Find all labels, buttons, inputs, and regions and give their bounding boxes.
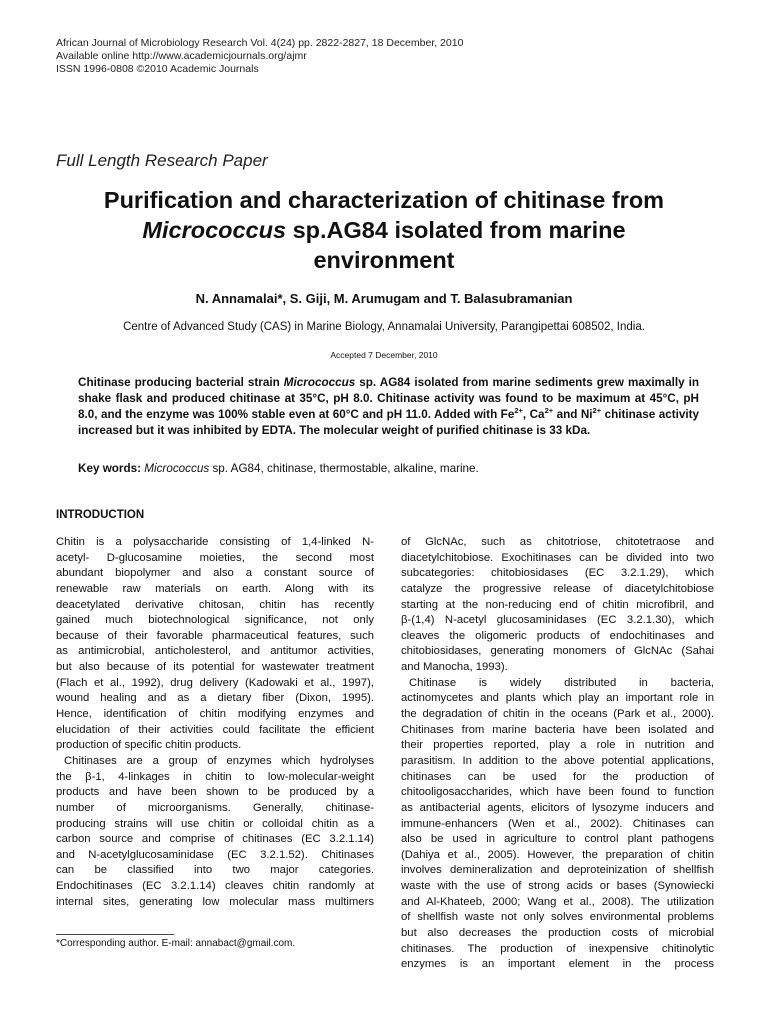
text-line: renewable raw materials on earth. Along with its xyxy=(56,582,374,595)
journal-header xyxy=(56,37,463,76)
text-line: as antimicrobial, anticholesterol, and antitumor activities, xyxy=(56,645,374,658)
text-line: and Manocha, 1993). xyxy=(401,661,508,674)
text-line: the β-1, 4-linkages in chitin to low-molecular-weight xyxy=(56,770,374,783)
corresponding-author-footnote: *Corresponding author. E-mail: annabact@gmail.com. xyxy=(56,938,296,949)
keywords-genus: Micrococcus xyxy=(144,462,210,475)
text-line: products and have been shown to be produced by a xyxy=(56,786,374,799)
text-line: because of their favorable pharmaceutical features, such xyxy=(56,629,374,642)
abstract-genus: Micrococcus xyxy=(283,376,356,389)
text-line: Chitinase is widely distributed in bacteria, xyxy=(409,676,714,689)
text-line: but also because of its potential for wastewater treatment xyxy=(56,661,374,674)
text-line: but also decreases the production costs of microbial xyxy=(401,927,714,940)
text-line: abundant biopolymer and also a constant source of xyxy=(56,567,374,580)
journal-issn: ISSN 1996-0808 ©2010 Academic Journals xyxy=(56,63,259,75)
paper-title xyxy=(60,185,708,275)
keywords-label: Key words: xyxy=(78,462,141,475)
text-line: cleaves the oligomeric products of endochitinases and xyxy=(401,629,714,642)
text-line: subcategories: chitobiosidases (EC 3.2.1.29), which xyxy=(401,567,714,580)
text-line: chitinases can be used for the production of xyxy=(401,770,714,783)
text-line: (Dahiya et al., 2005). However, the preparation of chitin xyxy=(401,848,714,861)
section-heading-introduction: INTRODUCTION xyxy=(56,509,145,521)
text-line: Chitin is a polysaccharide consisting of 1,4-linked N- xyxy=(56,536,374,548)
title-line-2-rest: sp.AG84 isolated from marine xyxy=(286,217,626,243)
author-list: N. Annamalai*, S. Giji, M. Arumugam and T. Balasubramanian xyxy=(195,291,573,306)
text-line: their properties reported, play a role in nutrition and xyxy=(401,739,714,752)
text-line: acetyl- D-glucosamine moieties, the second most xyxy=(56,551,374,564)
superscript: 2+ xyxy=(592,406,602,416)
keywords-list: sp. AG84, chitinase, thermostable, alkaline, marine. xyxy=(209,462,479,475)
text-line: the degradation of chitin in the oceans (Park et al., 2000). xyxy=(401,708,714,721)
text-line: production of specific chitin products. xyxy=(56,739,242,752)
text-line: number of microorganisms. Generally, chitinase- xyxy=(56,801,374,814)
footnote-rule xyxy=(56,934,174,935)
text-line: of shellfish waste not only solves environmental problems xyxy=(401,911,714,924)
text-line: catalyze the progressive release of diacetylchitobiose xyxy=(401,582,714,595)
text-line: Hence, identification of chitin modifying enzymes and xyxy=(56,708,374,721)
text-line: (Flach et al., 1992), drug delivery (Kadowaki et al., 1997), xyxy=(56,676,374,689)
abstract-text: and Ni xyxy=(553,408,593,421)
abstract-text: , Ca xyxy=(522,408,545,421)
text-line: and Al-Khateeb, 2000; Wang et al., 2008). The utilization xyxy=(401,895,714,908)
text-line: chitobiosidases, generating monomers of GlcNAc (Sahai xyxy=(401,645,714,658)
text-line: enzymes is an important element in the process xyxy=(401,958,714,971)
title-line-2 xyxy=(60,215,708,245)
text-line: and N-acetylglucosaminidase (EC 3.2.1.52). Chitinases xyxy=(56,848,374,861)
body-column-left xyxy=(56,535,374,910)
paper-type: Full Length Research Paper xyxy=(56,151,268,170)
body-column-right xyxy=(401,535,714,973)
abstract-text: Chitinase producing bacterial strain xyxy=(78,376,284,389)
text-line: internal sites, generating low molecular mass multimers xyxy=(56,895,374,908)
text-line: Endochitinases (EC 3.2.1.14) cleaves chitin randomly at xyxy=(56,880,374,893)
text-line: involves demineralization and deproteinization of shellfish xyxy=(401,864,714,877)
text-line: of GlcNAc, such as chitotriose, chitotetraose and xyxy=(401,536,714,548)
text-line: immune-enhancers (Wen et al., 2002). Chitinases can xyxy=(401,817,714,830)
text-line: actinomycetes and plants which play an important role in xyxy=(401,692,714,705)
title-genus: Micrococcus xyxy=(142,217,287,243)
text-line: waste with the use of strong acids or bases (Synowiecki xyxy=(401,880,714,893)
text-line: also be used in agriculture to control plant pathogens xyxy=(401,833,714,846)
text-line: parasitism. In addition to the above potential applications, xyxy=(401,754,714,767)
superscript: 2+ xyxy=(514,406,523,416)
title-line-3: environment xyxy=(313,247,455,273)
journal-citation: African Journal of Microbiology Research Vol. 4(24) pp. 2822-2827, 18 December, 2010 xyxy=(56,37,464,49)
abstract xyxy=(78,375,699,439)
text-line: starting at the non-reducing end of chitin microfibril, and xyxy=(401,598,714,611)
text-line: wound healing and as a dietary fiber (Dixon, 1995). xyxy=(56,692,374,705)
journal-url: Available online http://www.academicjournals.org/ajmr xyxy=(56,50,307,62)
abstract-text: sp. AG84 isolated from marine sediments grew maximally in shake flask and produced chitinase at 35°C, pH 8.0. Chitinase activity was found to be maximum at 45°C, pH 8.0, and the enzyme was 100% stable even at 60°C and pH 11.0. Added with Fe xyxy=(78,376,699,421)
text-line: diacetylchitobiose. Exochitinases can be divided into two xyxy=(401,551,714,564)
keywords xyxy=(78,462,699,475)
text-line: β-(1,4) N-acetyl glucosaminidases (EC 3.2.1.30), which xyxy=(401,614,714,627)
abstract-text: chitinase activity increased but it was inhibited by EDTA. The molecular weight of purified chitinase is 33 kDa. xyxy=(78,408,699,437)
accepted-date: Accepted 7 December, 2010 xyxy=(330,350,438,360)
text-line: elucidation of their activities could facilitate the efficient xyxy=(56,723,374,736)
text-line: chitinases. The production of inexpensive chitinolytic xyxy=(401,942,714,955)
text-line: as antibacterial agents, elicitors of lysozyme inducers and xyxy=(401,801,714,814)
affiliation: Centre of Advanced Study (CAS) in Marine Biology, Annamalai University, Parangipettai 608502, India. xyxy=(123,321,645,333)
text-line: gained much biotechnological significance, not only xyxy=(56,614,374,627)
text-line: producing strains will use chitin or colloidal chitin as a xyxy=(56,817,374,830)
text-line: deacetylated derivative chitosan, chitin has recently xyxy=(56,598,374,611)
text-line: can be classified into two major categories. xyxy=(56,864,374,877)
text-line: carbon source and comprise of chitinases (EC 3.2.1.14) xyxy=(56,833,374,846)
text-line: chitooligosaccharides, which have been found to function xyxy=(401,786,714,799)
text-line: Chitinases are a group of enzymes which hydrolyses xyxy=(64,754,374,767)
superscript: 2+ xyxy=(544,406,554,416)
text-line: Chitinases from marine bacteria have been isolated and xyxy=(401,723,714,736)
title-line-1: Purification and characterization of chitinase from xyxy=(103,187,665,213)
